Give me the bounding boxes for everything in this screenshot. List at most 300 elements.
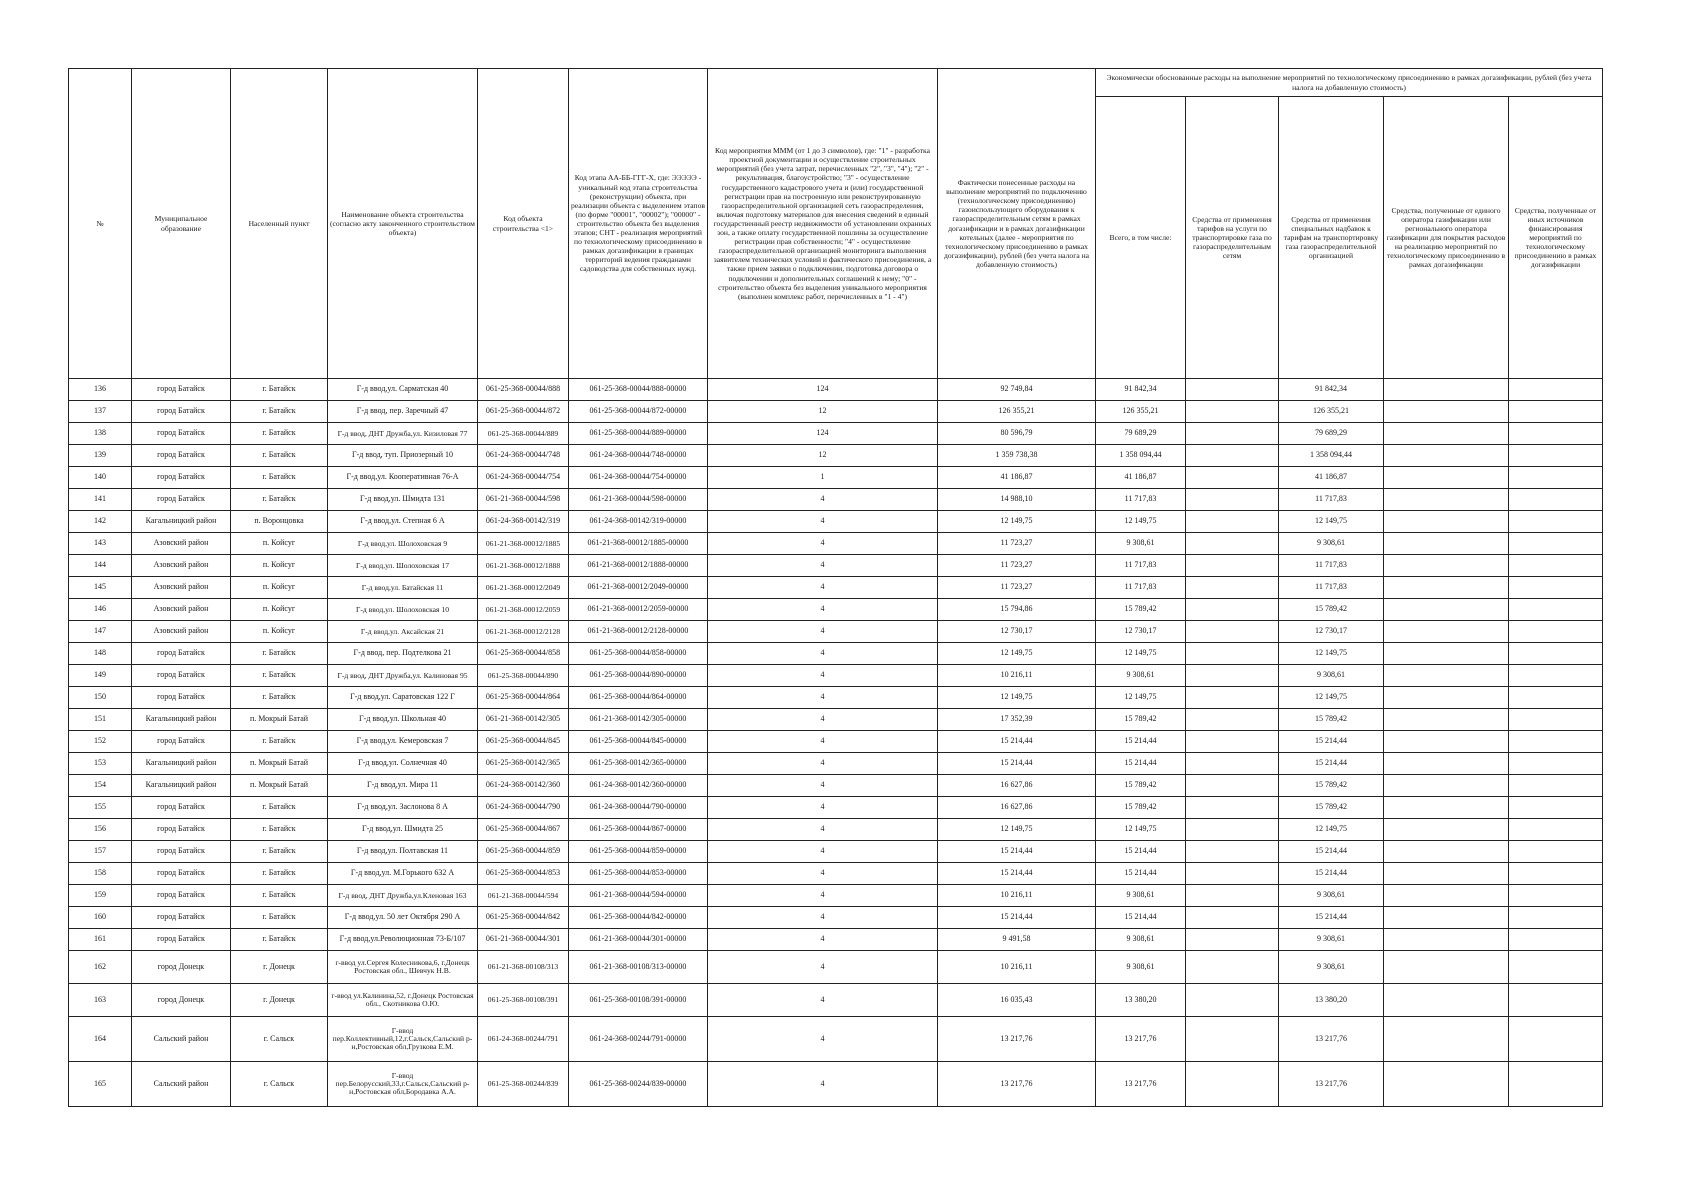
cell-actual-costs: 13 217,76 <box>938 1062 1096 1107</box>
table-row <box>69 753 1603 775</box>
cell-operator-funds <box>1384 577 1509 599</box>
cell-municipality: город Батайск <box>132 841 231 863</box>
cell-operator-funds <box>1384 687 1509 709</box>
cell-measure-code: 4 <box>708 687 938 709</box>
cell-object-name: Г-д ввод,ул.Революционная 73-Б/107 <box>328 929 478 951</box>
cell-object-name: Г-д ввод,ул. Батайская 11 <box>328 577 478 599</box>
cell-operator-funds <box>1384 907 1509 929</box>
cell-tariffs <box>1186 709 1279 731</box>
cell-settlement: п. Воронцовка <box>231 511 328 533</box>
cell-operator-funds <box>1384 489 1509 511</box>
cell-operator-funds <box>1384 379 1509 401</box>
cell-stage-code: 061-24-368-00244/791-00000 <box>569 1017 708 1062</box>
cell-object-name: Г-д ввод,ул. Полтавская 11 <box>328 841 478 863</box>
col-header-object-code: Код объекта строительства <1> <box>478 69 569 379</box>
cell-measure-code: 4 <box>708 984 938 1017</box>
cell-measure-code: 4 <box>708 643 938 665</box>
cell-municipality: Кагальницкий район <box>132 709 231 731</box>
cell-other-funds <box>1509 533 1603 555</box>
table-row <box>69 687 1603 709</box>
cell-other-funds <box>1509 599 1603 621</box>
cell-settlement: п. Койсуг <box>231 533 328 555</box>
cell-object-name: Г-д ввод, ДНТ Дружба,ул. Кизиловая 77 <box>328 423 478 445</box>
cell-other-funds <box>1509 1017 1603 1062</box>
table-row <box>69 401 1603 423</box>
cell-total: 12 149,75 <box>1096 819 1186 841</box>
cell-other-funds <box>1509 401 1603 423</box>
cell-total: 12 149,75 <box>1096 511 1186 533</box>
cell-surcharges: 41 186,87 <box>1279 467 1384 489</box>
cell-stage-code: 061-25-368-00044/842-00000 <box>569 907 708 929</box>
cell-object-name: Г-д ввод,ул. 50 лет Октября 290 А <box>328 907 478 929</box>
col-header-operator-funds: Средства, полученные от единого оператора газификации или регионального оператора газификации для покрытия расходов на реализацию мероприятий по технологическому присоединению в рамках догазификации <box>1384 97 1509 379</box>
cell-surcharges: 15 214,44 <box>1279 863 1384 885</box>
cell-other-funds <box>1509 555 1603 577</box>
cell-object-name: Г-д ввод,ул. Шолоховская 10 <box>328 599 478 621</box>
cell-measure-code: 4 <box>708 731 938 753</box>
cell-object-name: Г-д ввод,ул. Шолоховская 9 <box>328 533 478 555</box>
cell-settlement: п. Койсуг <box>231 599 328 621</box>
cell-stage-code: 061-25-368-00044/859-00000 <box>569 841 708 863</box>
cell-actual-costs: 16 627,86 <box>938 775 1096 797</box>
cell-operator-funds <box>1384 1017 1509 1062</box>
cell-stage-code: 061-25-368-00044/890-00000 <box>569 665 708 687</box>
cell-municipality: город Батайск <box>132 423 231 445</box>
cell-object-code: 061-25-368-00244/839 <box>478 1062 569 1107</box>
cell-measure-code: 4 <box>708 709 938 731</box>
cell-no: 165 <box>69 1062 132 1107</box>
cell-object-code: 061-25-368-00044/859 <box>478 841 569 863</box>
cell-actual-costs: 15 214,44 <box>938 863 1096 885</box>
cell-actual-costs: 1 359 738,38 <box>938 445 1096 467</box>
cell-municipality: город Донецк <box>132 984 231 1017</box>
cell-settlement: г. Донецк <box>231 951 328 984</box>
cell-stage-code: 061-25-368-00044/864-00000 <box>569 687 708 709</box>
cell-no: 159 <box>69 885 132 907</box>
cell-municipality: город Батайск <box>132 643 231 665</box>
cell-object-name: Г-д ввод,ул. Степная 6 А <box>328 511 478 533</box>
cell-total: 15 789,42 <box>1096 709 1186 731</box>
table-row <box>69 665 1603 687</box>
cell-settlement: г. Батайск <box>231 665 328 687</box>
cell-operator-funds <box>1384 753 1509 775</box>
col-header-other-funds: Средства, полученные от иных источников финансирования мероприятий по технологическому присоединению в рамках догазификации <box>1509 97 1603 379</box>
cell-measure-code: 4 <box>708 533 938 555</box>
cell-total: 15 214,44 <box>1096 863 1186 885</box>
cell-tariffs <box>1186 951 1279 984</box>
cell-measure-code: 4 <box>708 775 938 797</box>
cell-no: 143 <box>69 533 132 555</box>
cell-measure-code: 4 <box>708 1017 938 1062</box>
cell-object-code: 061-25-368-00044/872 <box>478 401 569 423</box>
cell-total: 11 717,83 <box>1096 555 1186 577</box>
cell-operator-funds <box>1384 621 1509 643</box>
cell-no: 147 <box>69 621 132 643</box>
cell-operator-funds <box>1384 731 1509 753</box>
cell-other-funds <box>1509 577 1603 599</box>
cell-no: 162 <box>69 951 132 984</box>
cell-settlement: п. Мокрый Батай <box>231 753 328 775</box>
cell-settlement: г. Батайск <box>231 467 328 489</box>
cell-no: 160 <box>69 907 132 929</box>
cell-tariffs <box>1186 555 1279 577</box>
cell-municipality: город Батайск <box>132 863 231 885</box>
cell-measure-code: 4 <box>708 1062 938 1107</box>
cell-no: 157 <box>69 841 132 863</box>
cell-tariffs <box>1186 511 1279 533</box>
cell-settlement: г. Батайск <box>231 819 328 841</box>
cell-operator-funds <box>1384 709 1509 731</box>
col-header-actual-costs: Фактически понесенные расходы на выполнение мероприятий по подключению (технологическому присоединению) газоиспользующего оборудования к газораспределительным сетям в рамках догазификации и в рамках догазификации котельных (далее - мероприятия по технологическому присоединению в рамках догазификации), рублей (без учета налога на добавленную стоимость) <box>938 69 1096 379</box>
cell-surcharges: 79 689,29 <box>1279 423 1384 445</box>
cell-surcharges: 15 214,44 <box>1279 841 1384 863</box>
cell-no: 155 <box>69 797 132 819</box>
table-row <box>69 775 1603 797</box>
cell-tariffs <box>1186 797 1279 819</box>
cell-object-name: Г-д ввод,ул. Кооперативная 76-А <box>328 467 478 489</box>
cell-surcharges: 13 380,20 <box>1279 984 1384 1017</box>
cell-surcharges: 15 214,44 <box>1279 907 1384 929</box>
cell-no: 145 <box>69 577 132 599</box>
cell-object-code: 061-24-368-00142/319 <box>478 511 569 533</box>
cell-measure-code: 124 <box>708 379 938 401</box>
cell-object-code: 061-21-368-00012/2059 <box>478 599 569 621</box>
table-row <box>69 863 1603 885</box>
cell-no: 153 <box>69 753 132 775</box>
cell-surcharges: 15 789,42 <box>1279 775 1384 797</box>
cell-no: 141 <box>69 489 132 511</box>
cell-object-code: 061-25-368-00044/890 <box>478 665 569 687</box>
cell-measure-code: 4 <box>708 753 938 775</box>
cell-surcharges: 126 355,21 <box>1279 401 1384 423</box>
cell-stage-code: 061-21-368-00012/2059-00000 <box>569 599 708 621</box>
cell-actual-costs: 126 355,21 <box>938 401 1096 423</box>
cell-operator-funds <box>1384 984 1509 1017</box>
cell-tariffs <box>1186 489 1279 511</box>
table-row <box>69 951 1603 984</box>
cell-municipality: город Батайск <box>132 797 231 819</box>
col-header-stage-code: Код этапа АА-ББ-ГГГ-Х, где: ЭЭЭЭЭ - уникальный код этапа строительства (реконструкции) объекта, при реализации объекта с выделением этапов (по форме "00001", "00002"); "00000" - строительство объекта без выделения этапов; СНТ - реализация мероприятий по технологическому присоединению в рамках догазификации в границах территорий ведения гражданами садоводства для собственных нужд. <box>569 69 708 379</box>
cell-total: 9 308,61 <box>1096 929 1186 951</box>
cell-actual-costs: 11 723,27 <box>938 577 1096 599</box>
cell-no: 151 <box>69 709 132 731</box>
cell-other-funds <box>1509 797 1603 819</box>
table-row <box>69 1062 1603 1107</box>
table-row <box>69 797 1603 819</box>
cell-no: 154 <box>69 775 132 797</box>
cell-actual-costs: 15 794,86 <box>938 599 1096 621</box>
cell-other-funds <box>1509 621 1603 643</box>
table-row <box>69 621 1603 643</box>
cell-tariffs <box>1186 401 1279 423</box>
cell-measure-code: 124 <box>708 423 938 445</box>
cell-tariffs <box>1186 533 1279 555</box>
cell-stage-code: 061-21-368-00108/313-00000 <box>569 951 708 984</box>
cell-object-name: Г-д ввод,ул. Аксайская 21 <box>328 621 478 643</box>
cell-settlement: г. Батайск <box>231 907 328 929</box>
cell-other-funds <box>1509 863 1603 885</box>
cell-stage-code: 061-24-368-00044/754-00000 <box>569 467 708 489</box>
cell-total: 9 308,61 <box>1096 885 1186 907</box>
cell-stage-code: 061-25-368-00044/888-00000 <box>569 379 708 401</box>
cell-total: 9 308,61 <box>1096 533 1186 555</box>
cell-total: 9 308,61 <box>1096 951 1186 984</box>
cell-stage-code: 061-24-368-00142/319-00000 <box>569 511 708 533</box>
cell-object-code: 061-21-368-00012/1888 <box>478 555 569 577</box>
cell-municipality: Сальский район <box>132 1062 231 1107</box>
cell-municipality: город Батайск <box>132 687 231 709</box>
table-row <box>69 643 1603 665</box>
table-row <box>69 577 1603 599</box>
col-header-group-economic-costs: Экономически обоснованные расходы на выполнение мероприятий по технологическому присоединению в рамках догазификации, рублей (без учета налога на добавленную стоимость) <box>1096 69 1603 97</box>
cell-municipality: Азовский район <box>132 577 231 599</box>
cell-measure-code: 4 <box>708 599 938 621</box>
col-header-total: Всего, в том числе: <box>1096 97 1186 379</box>
cell-object-code: 061-21-368-00012/2128 <box>478 621 569 643</box>
cell-operator-funds <box>1384 797 1509 819</box>
cell-object-name: Г-д ввод,ул. Заслонова 8 А <box>328 797 478 819</box>
cell-total: 12 149,75 <box>1096 687 1186 709</box>
cell-no: 142 <box>69 511 132 533</box>
cell-measure-code: 4 <box>708 577 938 599</box>
cell-actual-costs: 10 216,11 <box>938 885 1096 907</box>
cell-settlement: п. Мокрый Батай <box>231 775 328 797</box>
cell-surcharges: 1 358 094,44 <box>1279 445 1384 467</box>
cell-municipality: Азовский район <box>132 555 231 577</box>
table-row <box>69 511 1603 533</box>
cell-settlement: г. Батайск <box>231 731 328 753</box>
cell-municipality: город Батайск <box>132 467 231 489</box>
cell-object-name: Г-д ввод,ул. Шмидта 131 <box>328 489 478 511</box>
cell-no: 161 <box>69 929 132 951</box>
cell-other-funds <box>1509 885 1603 907</box>
cell-total: 15 214,44 <box>1096 753 1186 775</box>
cell-total: 13 380,20 <box>1096 984 1186 1017</box>
cell-actual-costs: 11 723,27 <box>938 533 1096 555</box>
table-row <box>69 599 1603 621</box>
cell-municipality: город Батайск <box>132 907 231 929</box>
cell-object-code: 061-21-368-00044/594 <box>478 885 569 907</box>
cell-total: 11 717,83 <box>1096 577 1186 599</box>
cell-operator-funds <box>1384 841 1509 863</box>
cell-settlement: г. Батайск <box>231 401 328 423</box>
cell-operator-funds <box>1384 775 1509 797</box>
cell-operator-funds <box>1384 511 1509 533</box>
cell-municipality: Кагальницкий район <box>132 511 231 533</box>
cell-operator-funds <box>1384 555 1509 577</box>
cell-measure-code: 4 <box>708 841 938 863</box>
cell-object-code: 061-24-368-00244/791 <box>478 1017 569 1062</box>
cell-total: 126 355,21 <box>1096 401 1186 423</box>
cell-stage-code: 061-24-368-00044/790-00000 <box>569 797 708 819</box>
cell-actual-costs: 12 730,17 <box>938 621 1096 643</box>
cell-object-name: Г-ввод пер.Белорусский,33,г.Сальск,Сальский р-н,Ростовская обл,Бородавка А.А. <box>328 1062 478 1107</box>
cell-total: 15 214,44 <box>1096 731 1186 753</box>
cell-no: 146 <box>69 599 132 621</box>
cell-settlement: п. Мокрый Батай <box>231 709 328 731</box>
cell-measure-code: 12 <box>708 401 938 423</box>
cell-settlement: г. Батайск <box>231 379 328 401</box>
cell-tariffs <box>1186 379 1279 401</box>
cell-tariffs <box>1186 467 1279 489</box>
cell-surcharges: 12 149,75 <box>1279 643 1384 665</box>
cell-stage-code: 061-21-368-00044/301-00000 <box>569 929 708 951</box>
table-row <box>69 984 1603 1017</box>
cell-other-funds <box>1509 1062 1603 1107</box>
cell-operator-funds <box>1384 423 1509 445</box>
cell-surcharges: 9 308,61 <box>1279 885 1384 907</box>
table-row <box>69 709 1603 731</box>
cell-surcharges: 13 217,76 <box>1279 1062 1384 1107</box>
cell-surcharges: 9 308,61 <box>1279 665 1384 687</box>
cell-other-funds <box>1509 775 1603 797</box>
cell-settlement: п. Койсуг <box>231 621 328 643</box>
cell-stage-code: 061-21-368-00044/594-00000 <box>569 885 708 907</box>
cell-other-funds <box>1509 379 1603 401</box>
costs-table <box>68 68 1603 1107</box>
cell-object-code: 061-25-368-00044/864 <box>478 687 569 709</box>
cell-operator-funds <box>1384 819 1509 841</box>
cell-settlement: г. Батайск <box>231 929 328 951</box>
cell-operator-funds <box>1384 929 1509 951</box>
cell-stage-code: 061-25-368-00044/858-00000 <box>569 643 708 665</box>
cell-stage-code: 061-21-368-00012/1885-00000 <box>569 533 708 555</box>
table-row <box>69 731 1603 753</box>
cell-other-funds <box>1509 753 1603 775</box>
cell-operator-funds <box>1384 1062 1509 1107</box>
cell-no: 136 <box>69 379 132 401</box>
table-row <box>69 467 1603 489</box>
table-row <box>69 379 1603 401</box>
cell-actual-costs: 9 491,58 <box>938 929 1096 951</box>
cell-object-code: 061-21-368-00044/301 <box>478 929 569 951</box>
cell-tariffs <box>1186 599 1279 621</box>
cell-tariffs <box>1186 885 1279 907</box>
table-row <box>69 885 1603 907</box>
cell-actual-costs: 17 352,39 <box>938 709 1096 731</box>
cell-tariffs <box>1186 907 1279 929</box>
cell-surcharges: 11 717,83 <box>1279 489 1384 511</box>
cell-measure-code: 4 <box>708 907 938 929</box>
cell-object-code: 061-24-368-00044/748 <box>478 445 569 467</box>
cell-other-funds <box>1509 841 1603 863</box>
cell-no: 152 <box>69 731 132 753</box>
cell-object-code: 061-24-368-00142/360 <box>478 775 569 797</box>
cell-object-name: Г-д ввод, ДНТ Дружба,ул. Калиновая 95 <box>328 665 478 687</box>
cell-actual-costs: 13 217,76 <box>938 1017 1096 1062</box>
cell-surcharges: 15 789,42 <box>1279 709 1384 731</box>
cell-no: 163 <box>69 984 132 1017</box>
cell-tariffs <box>1186 687 1279 709</box>
cell-surcharges: 12 149,75 <box>1279 687 1384 709</box>
cell-measure-code: 4 <box>708 819 938 841</box>
cell-operator-funds <box>1384 533 1509 555</box>
cell-surcharges: 9 308,61 <box>1279 951 1384 984</box>
cell-object-code: 061-24-368-00044/754 <box>478 467 569 489</box>
cell-object-name: Г-д ввод,ул. Мира 11 <box>328 775 478 797</box>
cell-stage-code: 061-21-368-00012/1888-00000 <box>569 555 708 577</box>
cell-stage-code: 061-21-368-00142/305-00000 <box>569 709 708 731</box>
cell-object-name: Г-д ввод,ул. Шмидта 25 <box>328 819 478 841</box>
cell-actual-costs: 15 214,44 <box>938 731 1096 753</box>
cell-actual-costs: 12 149,75 <box>938 819 1096 841</box>
cell-municipality: Азовский район <box>132 621 231 643</box>
cell-total: 15 214,44 <box>1096 841 1186 863</box>
cell-settlement: г. Донецк <box>231 984 328 1017</box>
cell-stage-code: 061-25-368-00044/853-00000 <box>569 863 708 885</box>
cell-object-name: Г-д ввод, ДНТ Дружба,ул.Кленовая 163 <box>328 885 478 907</box>
cell-stage-code: 061-25-368-00044/867-00000 <box>569 819 708 841</box>
cell-actual-costs: 14 988,10 <box>938 489 1096 511</box>
cell-other-funds <box>1509 709 1603 731</box>
cell-actual-costs: 41 186,87 <box>938 467 1096 489</box>
cell-other-funds <box>1509 687 1603 709</box>
cell-stage-code: 061-21-368-00012/2128-00000 <box>569 621 708 643</box>
cell-actual-costs: 15 214,44 <box>938 841 1096 863</box>
cell-total: 91 842,34 <box>1096 379 1186 401</box>
cell-object-name: Г-д ввод,ул. М.Горького 632 А <box>328 863 478 885</box>
cell-object-code: 061-25-368-00044/867 <box>478 819 569 841</box>
cell-surcharges: 15 789,42 <box>1279 599 1384 621</box>
cell-settlement: г. Сальск <box>231 1062 328 1107</box>
cell-object-code: 061-25-368-00044/853 <box>478 863 569 885</box>
cell-total: 15 789,42 <box>1096 775 1186 797</box>
col-header-measure-code: Код мероприятия МММ (от 1 до 3 символов), где: "1" - разработка проектной документации и осуществление строительных мероприятий (без учета затрат, перечисленных "2", "3", "4"); "2" - рекультивация, благоустройство; "3" - осуществление государственного кадастрового учета и (или) государственной регистрации прав на построенную или реконструированную газораспределительной организацией сеть газораспределения, включая подготовку материалов для внесения сведений в единый государственный реестр недвижимости об установлении охранных зон, а также оплату государственной пошлины за осуществление регистрации прав собственности; "4" - осуществление газораспределительной организацией мониторинга выполнения заявителем технических условий и фактического присоединения, а также прием заявки о подключении, подготовка договора о подключении и дополнительных соглашений к нему; "0" - строительство объекта без выделения уникального мероприятия (выполнен комплекс работ, перечисленных в "1 - 4") <box>708 69 938 379</box>
cell-tariffs <box>1186 423 1279 445</box>
cell-municipality: город Батайск <box>132 379 231 401</box>
cell-settlement: г. Батайск <box>231 643 328 665</box>
cell-object-code: 061-21-368-00012/2049 <box>478 577 569 599</box>
cell-total: 79 689,29 <box>1096 423 1186 445</box>
cell-municipality: Азовский район <box>132 533 231 555</box>
table-row <box>69 841 1603 863</box>
cell-measure-code: 4 <box>708 797 938 819</box>
table-row <box>69 423 1603 445</box>
cell-stage-code: 061-25-368-00044/845-00000 <box>569 731 708 753</box>
cell-total: 41 186,87 <box>1096 467 1186 489</box>
cell-object-name: Г-д ввод,ул. Шолоховская 17 <box>328 555 478 577</box>
cell-stage-code: 061-21-368-00044/598-00000 <box>569 489 708 511</box>
cell-other-funds <box>1509 951 1603 984</box>
cell-operator-funds <box>1384 599 1509 621</box>
cell-measure-code: 1 <box>708 467 938 489</box>
cell-measure-code: 4 <box>708 511 938 533</box>
cell-object-code: 061-25-368-00044/858 <box>478 643 569 665</box>
cell-surcharges: 15 214,44 <box>1279 731 1384 753</box>
cell-total: 12 730,17 <box>1096 621 1186 643</box>
cell-operator-funds <box>1384 467 1509 489</box>
cell-actual-costs: 15 214,44 <box>938 753 1096 775</box>
cell-total: 15 214,44 <box>1096 907 1186 929</box>
cell-actual-costs: 12 149,75 <box>938 511 1096 533</box>
cell-other-funds <box>1509 665 1603 687</box>
cell-object-name: г-ввод ул.Калинина,52, г.Донецк Ростовская обл., Скотникова О.Ю. <box>328 984 478 1017</box>
cell-measure-code: 4 <box>708 665 938 687</box>
cell-operator-funds <box>1384 863 1509 885</box>
col-header-tariffs: Средства от применения тарифов на услуги по транспортировке газа по газораспределительным сетям <box>1186 97 1279 379</box>
cell-total: 15 789,42 <box>1096 797 1186 819</box>
cell-object-code: 061-25-368-00044/842 <box>478 907 569 929</box>
cell-other-funds <box>1509 423 1603 445</box>
cell-actual-costs: 92 749,84 <box>938 379 1096 401</box>
cell-municipality: Сальский район <box>132 1017 231 1062</box>
cell-actual-costs: 10 216,11 <box>938 665 1096 687</box>
cell-object-code: 061-25-368-00044/889 <box>478 423 569 445</box>
cell-measure-code: 4 <box>708 621 938 643</box>
cell-other-funds <box>1509 445 1603 467</box>
cell-measure-code: 12 <box>708 445 938 467</box>
cell-total: 13 217,76 <box>1096 1017 1186 1062</box>
